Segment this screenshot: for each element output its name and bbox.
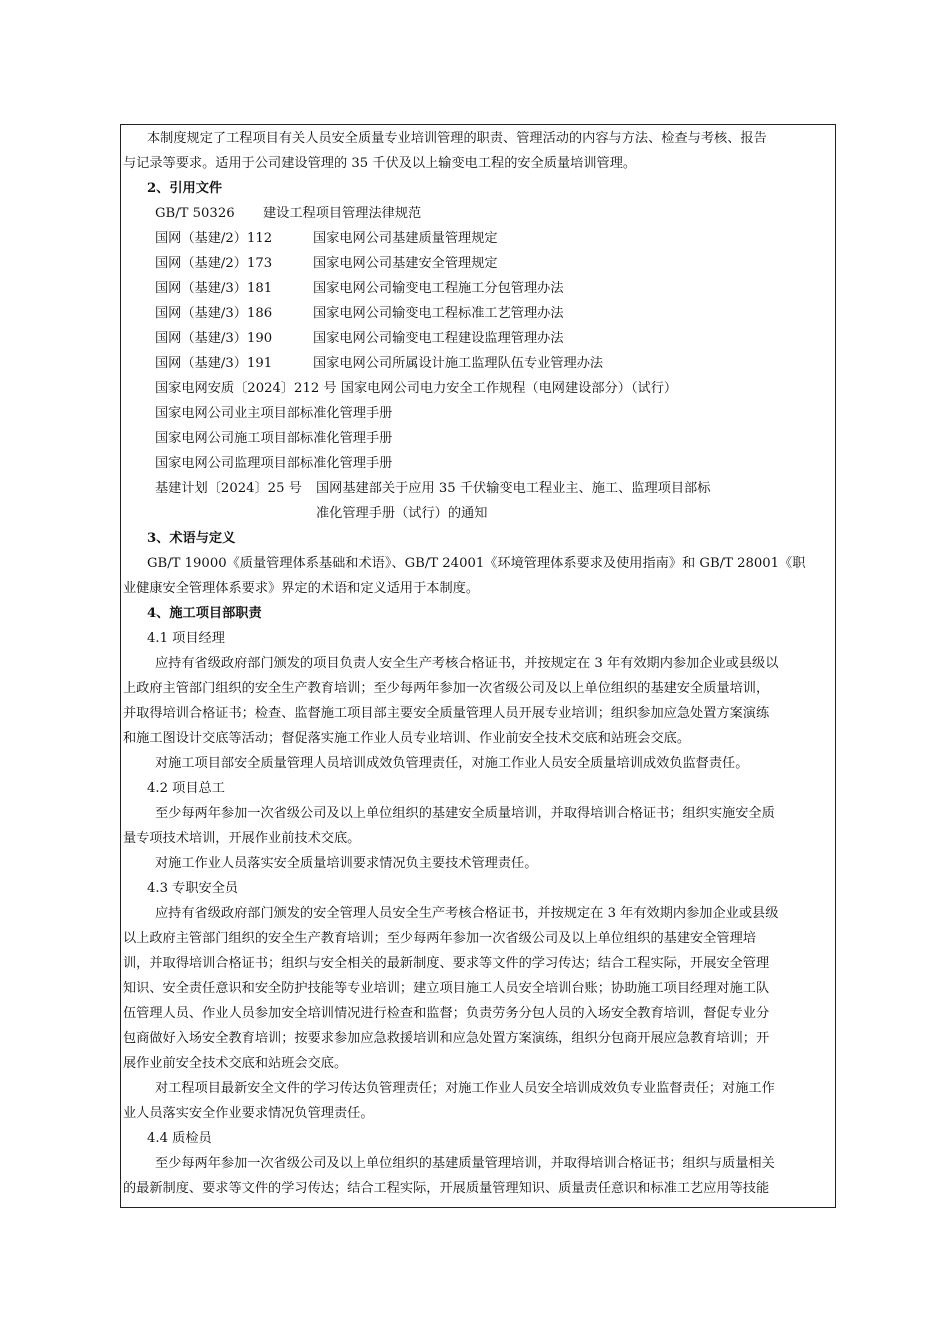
s43-p1-line-3: 训，并取得培训合格证书；组织与安全相关的最新制度、要求等文件的学习传达；结合工程实际，开展安全管理: [123, 956, 770, 971]
intro-line-1: 本制度规定了工程项目有关人员安全质量专业培训管理的职责、管理活动的内容与方法、检查与考核、报告: [147, 131, 767, 146]
ref-code-6: 国网（基建/3）191: [155, 356, 273, 371]
ref-code-1: 国网（基建/2）112: [155, 231, 273, 246]
ref-code-5: 国网（基建/3）190: [155, 331, 273, 346]
section-3-line-2: 业健康安全管理体系要求》界定的术语和定义适用于本制度。: [123, 581, 480, 596]
ref-title-6: 国家电网公司所属设计施工监理队伍专业管理办法: [313, 356, 604, 371]
s43-p1-line-6: 包商做好入场安全教育培训；按要求参加应急救援培训和应急处置方案演练，组织分包商开展应急教育培训；开: [123, 1031, 770, 1046]
ref-title-0: 建设工程项目管理法律规范: [263, 206, 422, 221]
ref-plan-line-2: 准化管理手册（试行）的通知: [316, 506, 488, 521]
intro-line-2: 与记录等要求。适用于公司建设管理的 35 千伏及以上输变电工程的安全质量培训管理。: [123, 156, 637, 171]
ref-title-4: 国家电网公司输变电工程标准工艺管理办法: [313, 306, 564, 321]
ref-code-3: 国网（基建/3）181: [155, 281, 273, 296]
s43-p1-line-7: 展作业前安全技术交底和站班会交底。: [123, 1056, 348, 1071]
section-2-heading: 2、引用文件: [147, 181, 223, 196]
s42-p1-line-1: 至少每两年参加一次省级公司及以上单位组织的基建安全质量培训，并取得培训合格证书；组织实施安全质: [155, 806, 775, 821]
s41-p1-line-3: 并取得培训合格证书；检查、监督施工项目部主要安全质量管理人员开展专业培训；组织参加应急处置方案演练: [123, 706, 770, 721]
s44-title: 4.4 质检员: [147, 1131, 212, 1146]
section-3-line-1: GB/T 19000《质量管理体系基础和术语》、GB/T 24001《环境管理体系要求及使用指南》和 GB/T 28001《职: [147, 556, 806, 571]
ref-title-3: 国家电网公司输变电工程施工分包管理办法: [313, 281, 564, 296]
ref-plan-code: 基建计划〔2024〕25 号: [155, 481, 302, 496]
s42-title: 4.2 项目总工: [147, 781, 225, 796]
ref-title-2: 国家电网公司基建安全管理规定: [313, 256, 498, 271]
ref-title-5: 国家电网公司输变电工程建设监理管理办法: [313, 331, 564, 346]
ref-manual-2: 国家电网公司监理项目部标准化管理手册: [155, 456, 393, 471]
ref-manual-0: 国家电网公司业主项目部标准化管理手册: [155, 406, 393, 421]
ref-manual-1: 国家电网公司施工项目部标准化管理手册: [155, 431, 393, 446]
s43-p1-line-1: 应持有省级政府部门颁发的安全管理人员安全生产考核合格证书，并按规定在 3 年有效期内参加企业或县级: [155, 906, 779, 921]
s43-p1-line-5: 伍管理人员、作业人员参加安全培训情况进行检查和监督；负责劳务分包人员的入场安全教育培训，督促专业分: [123, 1006, 770, 1021]
s43-p1-line-4: 知识、安全责任意识和安全防护技能等专业培训；建立项目施工人员安全培训台账；协助施工项目经理对施工队: [123, 981, 770, 996]
s41-p2: 对施工项目部安全质量管理人员培训成效负管理责任，对施工作业人员安全质量培训成效负监督责任。: [155, 756, 749, 771]
s43-p2-line-1: 对工程项目最新安全文件的学习传达负管理责任；对施工作业人员安全培训成效负专业监督责任；对施工作: [155, 1081, 775, 1096]
ref-title-1: 国家电网公司基建质量管理规定: [313, 231, 498, 246]
ref-code-2: 国网（基建/2）173: [155, 256, 273, 271]
s41-p1-line-2: 上政府主管部门组织的安全生产教育培训；至少每两年参加一次省级公司及以上单位组织的基建安全质量培训，: [123, 681, 770, 696]
s44-p1-line-1: 至少每两年参加一次省级公司及以上单位组织的基建质量管理培训，并取得培训合格证书；组织与质量相关: [155, 1156, 775, 1171]
section-4-heading: 4、施工项目部职责: [147, 606, 262, 621]
ref-anquan: 国家电网安质〔2024〕212 号 国家电网公司电力安全工作规程（电网建设部分）（试行）: [155, 381, 678, 396]
s41-p1-line-1: 应持有省级政府部门颁发的项目负责人安全生产考核合格证书，并按规定在 3 年有效期内参加企业或县级以: [155, 656, 779, 671]
section-3-heading: 3、术语与定义: [147, 531, 236, 546]
ref-code-0: GB/T 50326: [155, 206, 235, 221]
s42-p1-line-2: 量专项技术培训，开展作业前技术交底。: [123, 831, 361, 846]
s43-title: 4.3 专职安全员: [147, 881, 239, 896]
s43-p1-line-2: 以上政府主管部门组织的安全生产教育培训；至少每两年参加一次省级公司及以上单位组织的基建安全管理培: [123, 931, 756, 946]
s41-p1-line-4: 和施工图设计交底等活动；督促落实施工作业人员专业培训、作业前安全技术交底和站班会交底。: [123, 731, 691, 746]
s44-p1-line-2: 的最新制度、要求等文件的学习传达；结合工程实际，开展质量管理知识、质量责任意识和标准工艺应用等技能: [123, 1181, 770, 1196]
ref-code-4: 国网（基建/3）186: [155, 306, 273, 321]
ref-plan-line-1: 国网基建部关于应用 35 千伏输变电工程业主、施工、监理项目部标: [316, 481, 711, 496]
s41-title: 4.1 项目经理: [147, 631, 225, 646]
s42-p2: 对施工作业人员落实安全质量培训要求情况负主要技术管理责任。: [155, 856, 538, 871]
s43-p2-line-2: 业人员落实安全作业要求情况负管理责任。: [123, 1106, 374, 1121]
